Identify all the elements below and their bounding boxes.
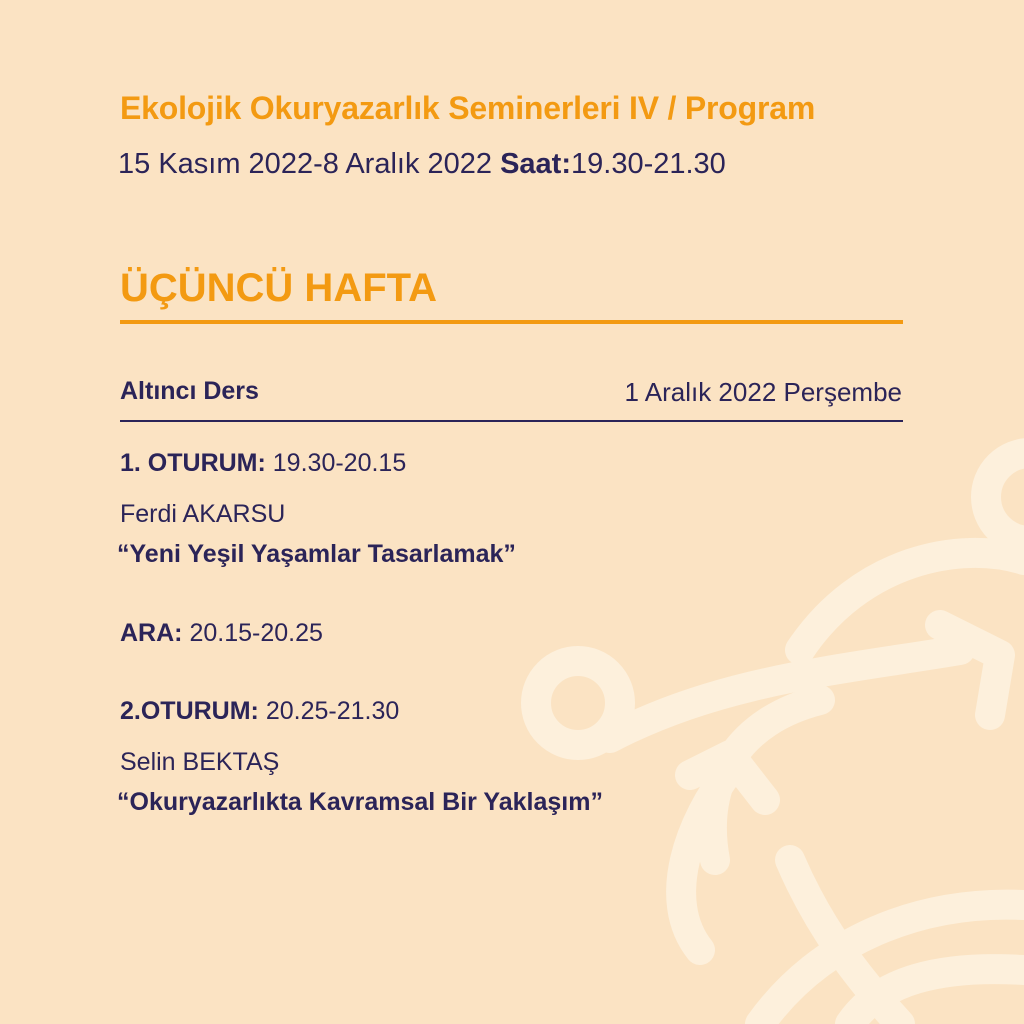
session-1-label: 1. OTURUM: [120, 449, 266, 477]
lesson-name: Altıncı Ders [120, 377, 259, 405]
session-1-speaker: Ferdi AKARSU [120, 500, 286, 528]
session-2 [120, 697, 399, 726]
time-label: Saat: [500, 148, 571, 180]
break-time: 20.15-20.25 [189, 619, 323, 647]
time-value: 19.30-21.30 [571, 148, 726, 180]
week-heading: ÜÇÜNCÜ HAFTA [120, 266, 437, 310]
lesson-date: 1 Aralık 2022 Perşembe [624, 377, 902, 407]
session-1 [120, 449, 406, 478]
session-2-talk-title: “Okuryazarlıkta Kavramsal Bir Yaklaşım” [117, 788, 603, 816]
session-2-label: 2.OTURUM: [120, 697, 259, 725]
break-label: ARA: [120, 619, 183, 647]
session-2-speaker: Selin BEKTAŞ [120, 748, 280, 776]
session-1-talk-title: “Yeni Yeşil Yaşamlar Tasarlamak” [117, 540, 516, 568]
week-divider [120, 320, 903, 324]
date-range: 15 Kasım 2022-8 Aralık 2022 [118, 148, 493, 180]
program-title: Ekolojik Okuryazarlık Seminerleri IV / Program [120, 90, 816, 126]
session-2-time: 20.25-21.30 [265, 697, 400, 725]
program-dates [118, 148, 726, 181]
lesson-divider [120, 420, 903, 422]
session-1-time: 19.30-20.15 [272, 449, 407, 477]
break [120, 619, 323, 648]
